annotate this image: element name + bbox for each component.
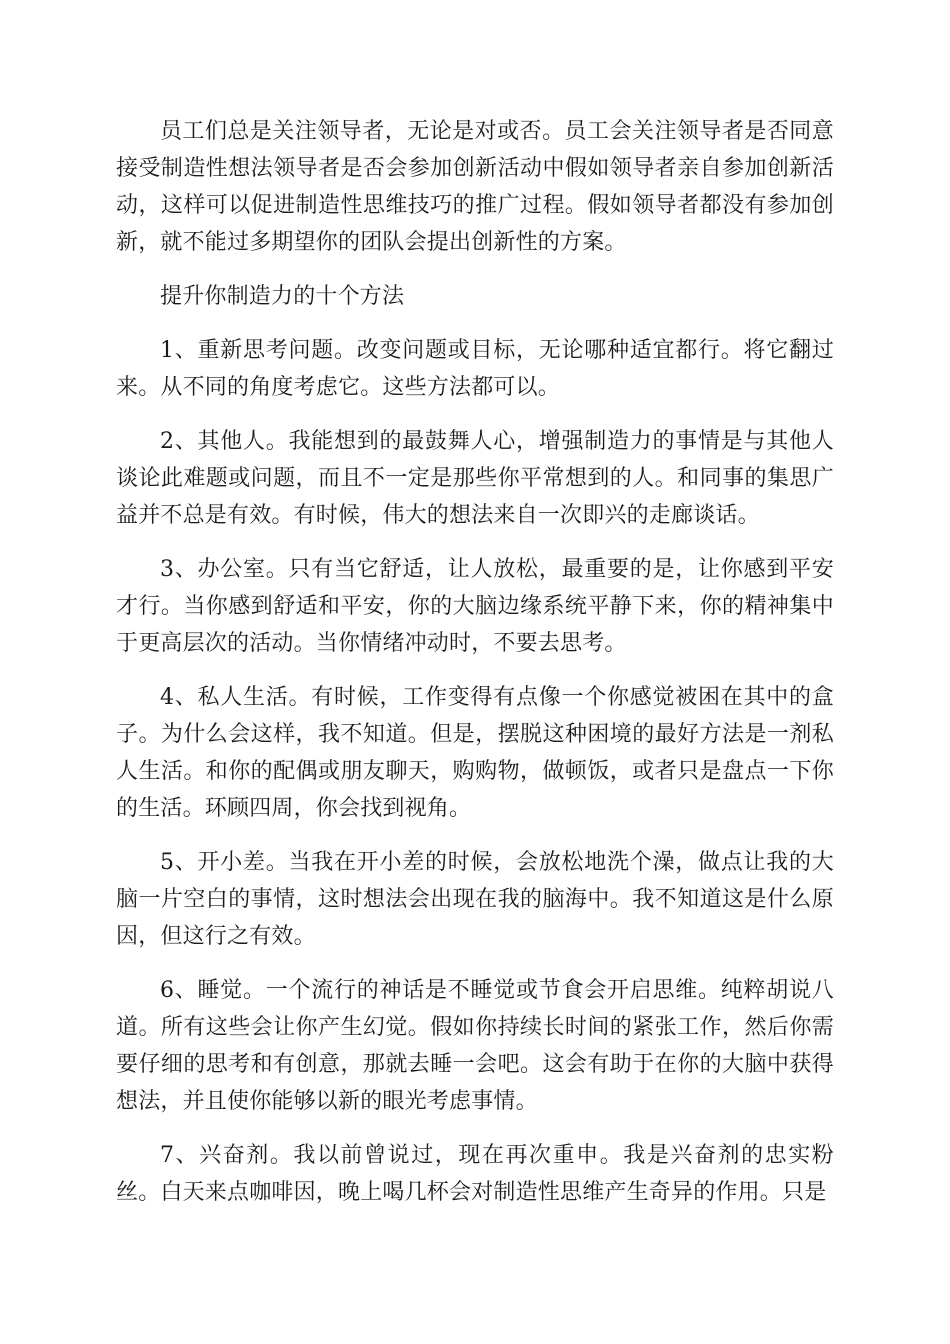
method-6-paragraph: 6、睡觉。一个流行的神话是不睡觉或节食会开启思维。纯粹胡说八道。所有这些会让你产生幻觉。假如你持续长时间的紧张工作，然后你需要仔细的思考和有创意，那就去睡一会吧。这会有助于在你的大脑中获得想法，并且使你能够以新的眼光考虑事情。 (116, 978, 834, 1114)
method-5-paragraph: 5、开小差。当我在开小差的时候，会放松地洗个澡，做点让我的大脑一片空白的事情，这时想法会出现在我的脑海中。我不知道这是什么原因，但这行之有效。 (116, 850, 834, 949)
method-1-paragraph: 1、重新思考问题。改变问题或目标，无论哪种适宜都行。将它翻过来。从不同的角度考虑它。这些方法都可以。 (116, 338, 834, 400)
method-2-paragraph: 2、其他人。我能想到的最鼓舞人心，增强制造力的事情是与其他人谈论此难题或问题，而且不一定是那些你平常想到的人。和同事的集思广益并不总是有效。有时候，伟大的想法来自一次即兴的走廊谈话。 (116, 429, 834, 528)
intro-paragraph: 员工们总是关注领导者，无论是对或否。员工会关注领导者是否同意接受制造性想法领导者是否会参加创新活动中假如领导者亲自参加创新活动，这样可以促进制造性思维技巧的推广过程。假如领导者都没有参加创新，就不能过多期望你的团队会提出创新性的方案。 (116, 119, 834, 255)
method-7-paragraph: 7、兴奋剂。我以前曾说过，现在再次重申。我是兴奋剂的忠实粉丝。白天来点咖啡因，晚上喝几杯会对制造性思维产生奇异的作用。只是 (116, 1143, 834, 1205)
method-3-paragraph: 3、办公室。只有当它舒适，让人放松，最重要的是，让你感到平安才行。当你感到舒适和平安，你的大脑边缘系统平静下来，你的精神集中于更高层次的活动。当你情绪冲动时，不要去思考。 (116, 557, 834, 656)
section-heading: 提升你制造力的十个方法 (160, 284, 405, 309)
method-4-paragraph: 4、私人生活。有时候，工作变得有点像一个你感觉被困在其中的盒子。为什么会这样，我不知道。但是，摆脱这种困境的最好方法是一剂私人生活。和你的配偶或朋友聊天，购购物，做顿饭，或者只是盘点一下你的生活。环顾四周，你会找到视角。 (116, 685, 834, 821)
document-page (116, 113, 834, 1228)
